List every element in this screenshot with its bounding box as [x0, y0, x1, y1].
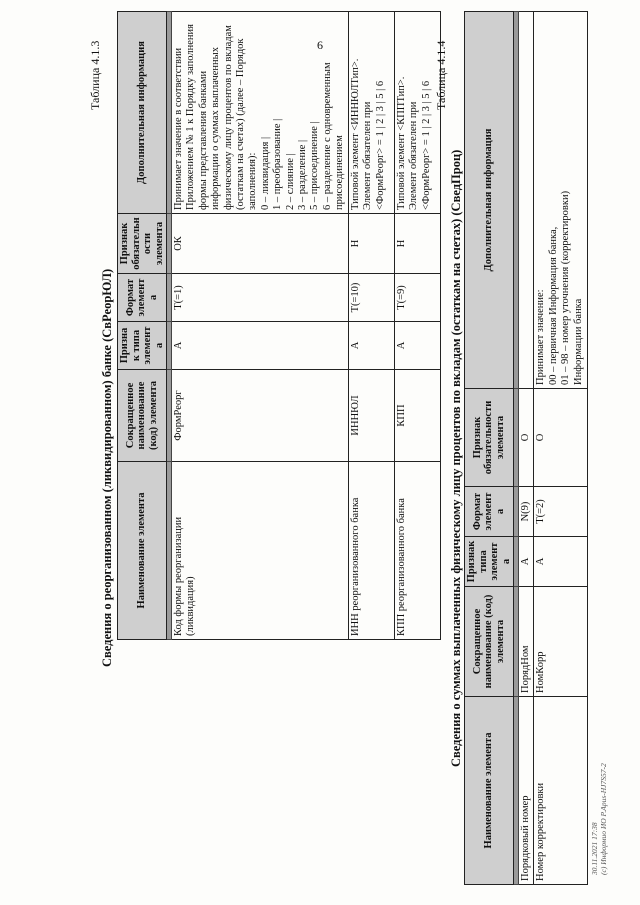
cell-type: А — [394, 322, 440, 370]
info-line: 01 – 98 – номер уточнения (корректировки) — [560, 190, 572, 385]
info-line: 3 – разделение | — [297, 139, 309, 210]
info-line: 0 – ликвидация | — [259, 136, 271, 210]
cell-format: T(=1) — [172, 274, 349, 322]
cell-name: ИНН реорганизованного банка — [348, 462, 394, 640]
cell-required: О — [534, 389, 588, 487]
table1-header-name: Наименование элемента — [118, 462, 167, 640]
cell-code: КПП — [394, 370, 440, 462]
cell-info — [348, 12, 394, 214]
info-line: 2 – слияние | — [284, 153, 296, 210]
info-line: 00 – первичная Информация банка, — [547, 226, 559, 385]
table1 — [117, 11, 441, 640]
table-row — [172, 12, 349, 640]
table2-title: Сведения о суммах выплаченных физическому лицу процентов по вкладам (остаткам на счетах) (СведПроц) — [449, 149, 463, 767]
cell-name: Номер корректировки — [534, 697, 588, 885]
table1-title: Сведения о реорганизованном (ликвидированном) банке (СвРеорЮЛ) — [100, 268, 114, 667]
table2-header-required: Признак обязательности элемента — [465, 389, 514, 487]
info-line: <ФормРеорг> = 1 | 2 | 3 | 5 | 6 — [374, 80, 386, 210]
info-line: Информации банка — [572, 298, 584, 385]
info-line: Принимает значение: — [535, 289, 547, 385]
info-line: Элемент обязателен при — [408, 101, 420, 210]
cell-name: КПП реорганизованного банка — [394, 462, 440, 640]
table2-header-name: Наименование элемента — [465, 697, 514, 885]
table2-header-format: Формат элемента — [465, 487, 514, 537]
info-line: Типовой элемент <КППТип>. — [395, 76, 407, 210]
table2-header-code: Сокращенное наименование (код) элемента — [465, 587, 514, 697]
stamp-line: (c) Информио ИО Р.Аpus-HJ7S57-2 — [599, 763, 608, 875]
stamp-line: 30.11.2021 17:38 — [590, 822, 599, 875]
table1-header-code: Сокращенное наименование (код) элемента — [118, 370, 167, 462]
table-row — [348, 12, 394, 640]
cell-format: T(=10) — [348, 274, 394, 322]
cell-type: А — [534, 537, 588, 587]
cell-required: О — [519, 389, 534, 487]
cell-code: ФормРеорг — [172, 370, 349, 462]
cell-info — [172, 12, 349, 214]
info-line: Типовой элемент <ИННЮЛТип>. — [349, 58, 361, 210]
cell-name: Код формы реорганизации (ликвидация) — [172, 462, 349, 640]
cell-code: ИННЮЛ — [348, 370, 394, 462]
table-row — [534, 12, 588, 885]
cell-type: А — [519, 537, 534, 587]
info-line: 5 – присоединение | — [309, 121, 321, 210]
page-number: 6 — [317, 38, 323, 52]
cell-type: А — [348, 322, 394, 370]
cell-format: T(=9) — [394, 274, 440, 322]
cell-required: Н — [348, 214, 394, 274]
table-row — [519, 12, 534, 885]
table2-header-type: Признак типа элемента — [465, 537, 514, 587]
table1-header-info: Дополнительная информация — [118, 12, 167, 214]
cell-format: T(=2) — [534, 487, 588, 537]
cell-info — [534, 12, 588, 389]
table2-label: Таблица 4.1.4 — [434, 40, 448, 110]
table2 — [464, 11, 588, 885]
cell-type: А — [172, 322, 349, 370]
cell-code: НомКорр — [534, 587, 588, 697]
table1-header-format: Формат элемента — [118, 274, 167, 322]
cell-code: ПорядНом — [519, 587, 534, 697]
table1-label: Таблица 4.1.3 — [88, 40, 102, 110]
info-line: Принимает значение в соответствии Приложением № 1 к Порядку заполнения формы представления банками информации о суммах выплаченных физическому лицу процентов по вкладам (остаткам на счетах) (далее – Порядок заполнения): — [173, 24, 259, 210]
cell-info — [519, 12, 534, 389]
cell-required: Н — [394, 214, 440, 274]
info-line: <ФормРеорг> = 1 | 2 | 3 | 5 | 6 — [420, 80, 432, 210]
table1-header-required: Признак обязательности элемента — [118, 214, 167, 274]
cell-name: Порядковый номер — [519, 697, 534, 885]
info-line: 6 – разделение с одновременным присоединением — [321, 62, 346, 210]
info-line: Элемент обязателен при — [362, 101, 374, 210]
info-line: 1 – преобразование | — [272, 118, 284, 210]
cell-format: N(9) — [519, 487, 534, 537]
table2-header-info: Дополнительная информация — [465, 12, 514, 389]
cell-required: ОК — [172, 214, 349, 274]
scan-stamp — [590, 763, 608, 875]
table1-header-type: Признак типа элемента — [118, 322, 167, 370]
